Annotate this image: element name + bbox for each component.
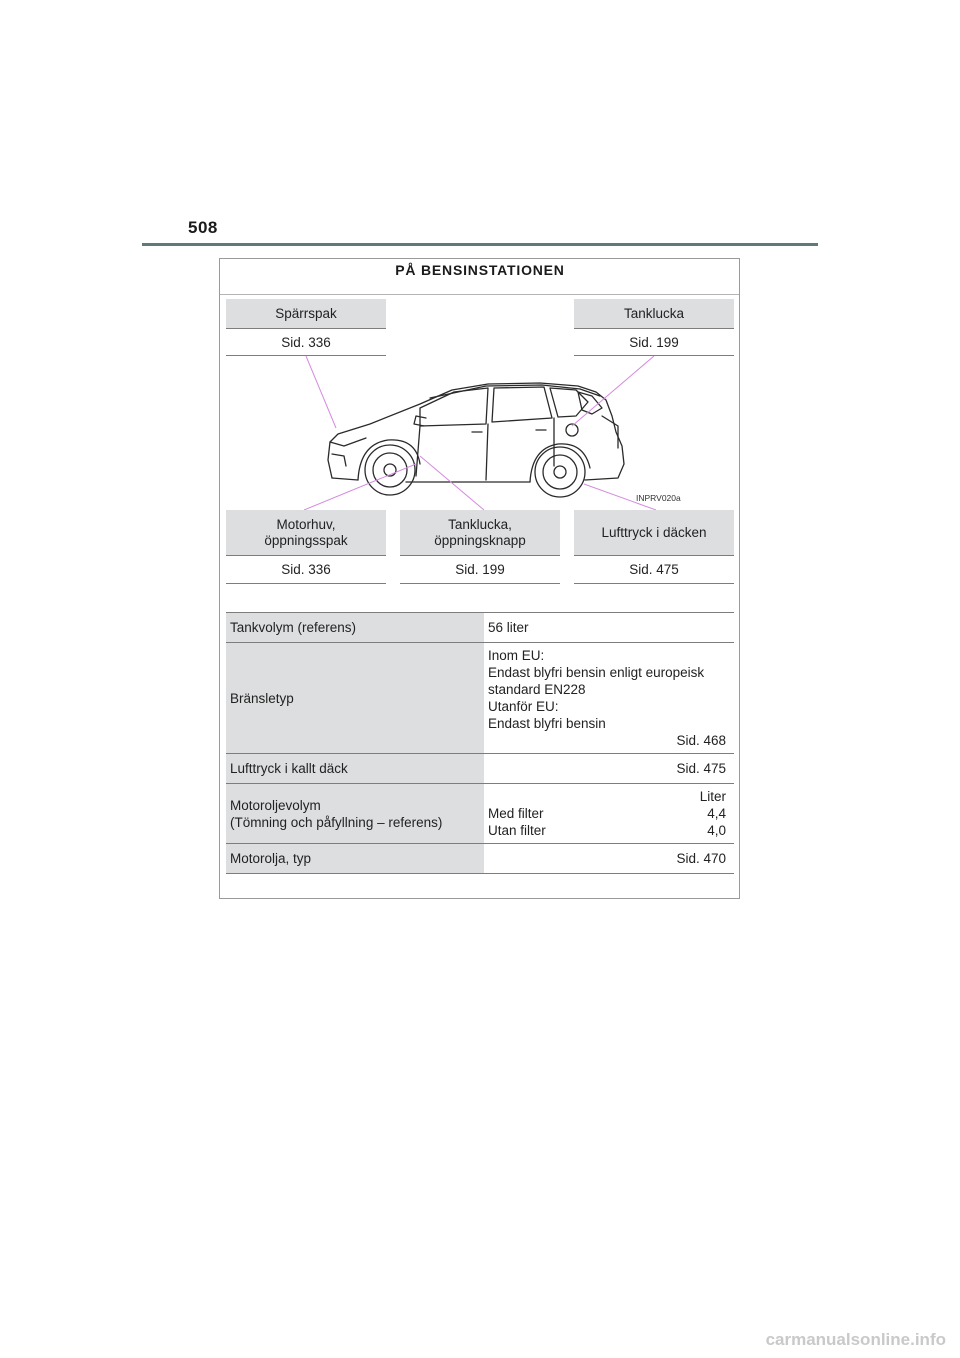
oil-filter-value: 4,0 (707, 823, 726, 838)
title-divider (220, 294, 739, 295)
page-number: 508 (188, 218, 218, 237)
panel-title: PÅ BENSINSTATIONEN (395, 262, 565, 278)
callout-label: Lufttryck i däcken (574, 510, 734, 556)
fuel-line: standard EN228 (488, 682, 586, 697)
callout-label-line: Tanklucka, (448, 516, 512, 532)
callout-label-line: öppningsspak (264, 532, 348, 548)
callout-page-ref: Sid. 336 (226, 556, 386, 584)
spec-key (226, 784, 484, 844)
oil-filter-label: Utan filter (488, 823, 546, 838)
spec-key: Motorolja, typ (226, 844, 484, 874)
callout-label: Tanklucka (574, 299, 734, 329)
unit-label: Liter (699, 789, 726, 804)
spec-page-ref: Sid. 475 (484, 754, 734, 784)
callout-label-line: Motorhuv, (276, 516, 336, 532)
table-row (226, 643, 734, 754)
table-row (226, 613, 734, 643)
oil-with-filter (488, 805, 726, 822)
callout-page-ref: Sid. 199 (574, 329, 734, 356)
fuel-line: Endast blyfri bensin enligt europeisk (488, 665, 705, 680)
table-row (226, 754, 734, 784)
image-code: INPRV020a (636, 493, 681, 503)
watermark: carmanualsonline.info (765, 1330, 946, 1349)
callout-label (400, 510, 560, 556)
table-row (226, 784, 734, 844)
callout-page-ref: Sid. 199 (400, 556, 560, 584)
fuel-line: Endast blyfri bensin (488, 716, 606, 731)
oil-filter-label: Med filter (488, 806, 544, 821)
callout-tanklucka-knapp (400, 510, 560, 584)
callout-page-ref: Sid. 336 (226, 329, 386, 356)
callout-label: Spärrspak (226, 299, 386, 329)
spec-table (226, 612, 734, 874)
callout-page-ref: Sid. 475 (574, 556, 734, 584)
spec-page-ref: Sid. 470 (484, 844, 734, 874)
callout-label (226, 510, 386, 556)
car-illustration (220, 356, 739, 510)
header-rule (142, 243, 818, 246)
callout-label-line: öppningsknapp (434, 532, 526, 548)
spec-key-line: Motoroljevolym (230, 797, 321, 813)
spec-value: 56 liter (484, 613, 734, 643)
oil-filter-value: 4,4 (707, 806, 726, 821)
callout-motorhuv (226, 510, 386, 584)
spec-key-line: (Tömning och påfyllning – referens) (230, 814, 443, 830)
spec-key: Lufttryck i kallt däck (226, 754, 484, 784)
callout-sparrspak (226, 299, 386, 356)
fuel-line: Inom EU: (488, 648, 545, 663)
spec-value (484, 643, 734, 754)
spec-key: Tankvolym (referens) (226, 613, 484, 643)
spec-page-ref: Sid. 468 (676, 733, 726, 748)
callout-lufttryck (574, 510, 734, 584)
oil-without-filter (488, 822, 726, 839)
spec-key: Bränsletyp (226, 643, 484, 754)
table-row (226, 844, 734, 874)
spec-value (484, 784, 734, 844)
callout-tanklucka (574, 299, 734, 356)
fuel-line: Utanför EU: (488, 699, 559, 714)
